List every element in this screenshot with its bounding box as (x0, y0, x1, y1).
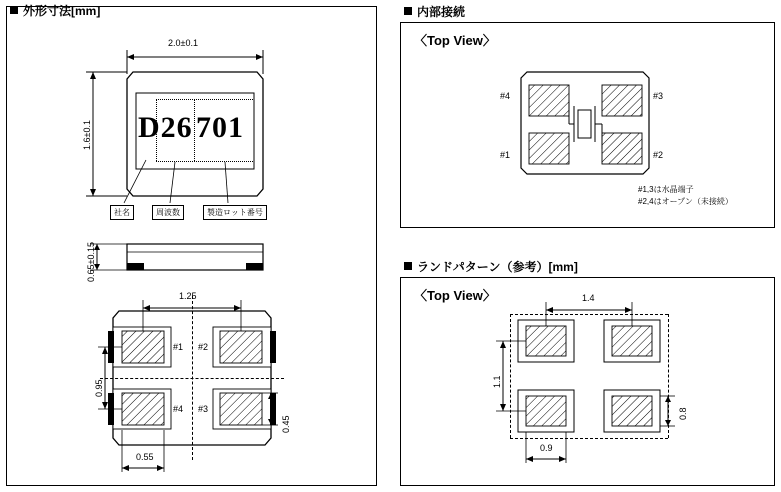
internal-topview-label: 〈Top View〉 (414, 33, 496, 48)
internal-note-2: #2,4はオープン（未接続） (638, 197, 733, 206)
marking-text-part1: D26 (138, 111, 193, 144)
callout-lot-number: 製造ロット番号 (203, 205, 267, 220)
dim-0-95-label: 0.95 (94, 379, 104, 397)
callout-frequency: 周波数 (152, 205, 184, 220)
dim-width-label: 2.0±0.1 (168, 38, 198, 48)
dim-height-label: 1.6±0.1 (82, 120, 92, 150)
land-dim-h-label: 1.1 (492, 375, 502, 388)
internal-pin1-label: #1 (500, 150, 511, 160)
land-dim-padh-label: 0.8 (678, 407, 688, 420)
internal-section-title: 内部接続 (404, 3, 465, 20)
internal-pin3-label: #3 (653, 91, 664, 101)
marking-text-part2: 701 (196, 111, 244, 144)
internal-pin2-label: #2 (653, 150, 664, 160)
dim-1-25-label: 1.25 (179, 291, 197, 301)
bottom-pin4-label: #4 (173, 404, 184, 414)
bottom-pin1-label: #1 (173, 342, 184, 352)
callout-company: 社名 (110, 205, 134, 220)
bottom-pin2-label: #2 (198, 342, 209, 352)
dim-0-45-label: 0.45 (281, 415, 291, 433)
dim-0-55-label: 0.55 (136, 452, 154, 462)
land-dim-w-label: 1.4 (582, 293, 595, 303)
land-topview-label: 〈Top View〉 (414, 288, 496, 303)
land-section-title: ランドパターン（参考）[mm] (404, 258, 578, 275)
land-dim-padw-label: 0.9 (540, 443, 553, 453)
outline-section-title: 外形寸法[mm] (10, 2, 100, 19)
internal-note-1: #1,3は水晶端子 (638, 185, 694, 194)
dim-thickness-label: 0.65±0.15 (86, 242, 96, 282)
internal-pin4-label: #4 (500, 91, 511, 101)
bottom-pin3-label: #3 (198, 404, 209, 414)
